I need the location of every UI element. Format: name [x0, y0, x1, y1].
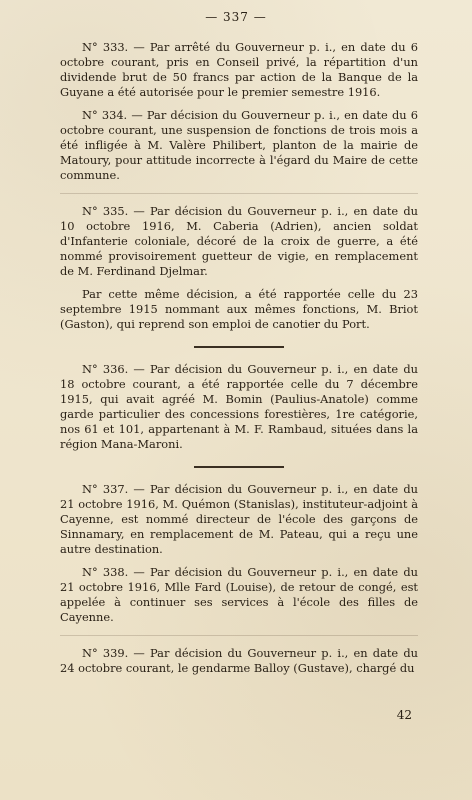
spacer	[60, 279, 418, 287]
page-number: — 337 —	[205, 10, 267, 24]
entry-336: N° 336. — Par décision du Gouverneur p. i., en date du 18 octobre courant, a été rapportée celle du 7 décembre 1915, qui avait agréé M. Bomin (Paulius-Anatole) comme garde particulier des concessions forestières, 1re catégorie, nos 61 et 101, appartenant à M. F. Rambaud, situées dans la région Mana-Maroni.	[60, 362, 418, 451]
entry-334: N° 334. — Par décision du Gouverneur p. i., en date du 6 octobre courant, une suspension de fonctions de trois mois a été infligée à M. Valère Philibert, planton de la mairie de Matoury, pour attitude incorrecte à l'égard du Maire de cette commune.	[60, 108, 418, 182]
entry-333: N° 333. — Par arrêté du Gouverneur p. i., en date du 6 octobre courant, pris en Conseil privé, la répartition d'un dividende brut de 50 francs par action de la Banque de la Guyane a été autorisée pour le premier semestre 1916.	[60, 40, 418, 99]
folio-number: 42	[396, 708, 412, 722]
entry-335: N° 335. — Par décision du Gouverneur p. i., en date du 10 octobre 1916, M. Caberia (Adrien), ancien soldat d'Infanterie coloniale, décoré de la croix de guerre, a été nommé provisoirement guetteur de vigie, en remplacement de M. Ferdinand Djelmar.	[60, 204, 418, 278]
entry-338: N° 338. — Par décision du Gouverneur p. i., en date du 21 octobre 1916, Mlle Fard (Louise), de retour de congé, est appelée à continuer ses services à l'école des filles de Cayenne.	[60, 565, 418, 624]
divider	[194, 466, 284, 468]
entry-335-continuation: Par cette même décision, a été rapportée celle du 23 septembre 1915 nommant aux mêmes fonctions, M. Briot (Gaston), qui reprend son emploi de canotier du Port.	[60, 287, 418, 331]
spacer	[60, 557, 418, 565]
section-rule	[60, 635, 418, 636]
entry-339: N° 339. — Par décision du Gouverneur p. i., en date du 24 octobre courant, le gendarme Balloy (Gustave), chargé du	[60, 646, 418, 675]
divider	[194, 346, 284, 348]
entry-337: N° 337. — Par décision du Gouverneur p. i., en date du 21 octobre 1916, M. Quémon (Stanislas), instituteur-adjoint à Cayenne, est nommé directeur de l'école des garçons de Sinnamary, en remplacement de M. Pateau, qui a reçu une autre destination.	[60, 482, 418, 556]
spacer	[60, 100, 418, 108]
section-rule	[60, 193, 418, 194]
